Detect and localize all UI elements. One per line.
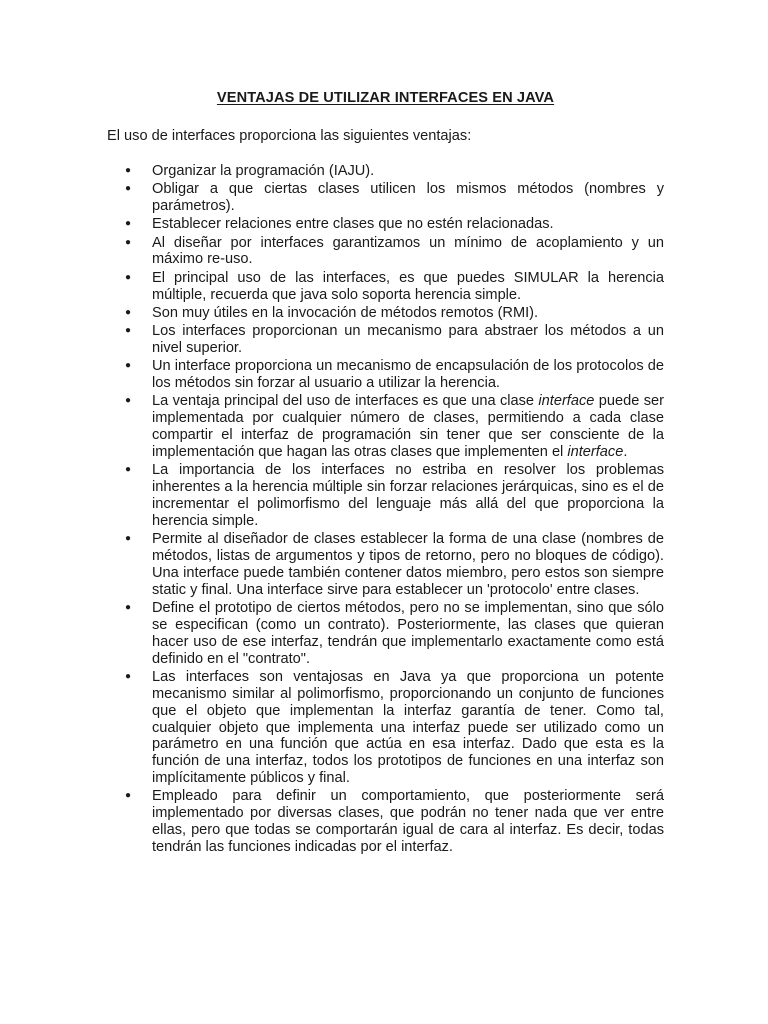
list-item-text: Empleado para definir un comportamiento, que posteriormente será implementado por diversas clases, que podrán no tener nada que ver entre ellas, pero que todas se comportarán igual de cara al interfaz. Es decir, todas tendrán las funciones indicadas por el interfaz. <box>152 788 664 856</box>
list-item-text: Los interfaces proporcionan un mecanismo para abstraer los métodos a un nivel superior. <box>152 322 664 356</box>
document-title: VENTAJAS DE UTILIZAR INTERFACES EN JAVA <box>216 90 555 106</box>
list-item <box>125 269 664 304</box>
list-item-text: Al diseñar por interfaces garantizamos un mínimo de acoplamiento y un máximo re-uso. <box>152 234 664 268</box>
list-item <box>125 163 664 180</box>
bullet-icon: ● <box>125 360 132 372</box>
list-item-text: Un interface proporciona un mecanismo de encapsulación de los protocolos de los métodos sin forzar al usuario a utilizar la herencia. <box>152 358 664 391</box>
bullet-icon: ● <box>125 464 132 476</box>
italic-term: interface <box>567 443 624 460</box>
list-item <box>125 668 664 787</box>
list-item-text: Organizar la programación (IAJU). <box>152 163 375 179</box>
bullet-icon: ● <box>125 601 132 613</box>
list-item <box>125 599 664 668</box>
bullet-icon: ● <box>125 306 132 318</box>
list-item-text: Permite al diseñador de clases establecer la forma de una clase (nombres de métodos, listas de argumentos y tipos de retorno, pero no bloques de código). Una interface puede también contener datos miembro, pero estos son siempre static y final. Una interface sirve para establecer un 'protocolo' entre clases. <box>152 531 664 598</box>
list-item <box>125 393 665 461</box>
list-item <box>125 358 664 392</box>
bullet-icon: ● <box>125 165 132 176</box>
italic-term: interface <box>538 393 595 410</box>
list-item-text: Obligar a que ciertas clases utilicen los mismos métodos (nombres y parámetros). <box>152 181 664 215</box>
list-item <box>125 181 664 215</box>
text-segment: La ventaja principal del uso de interfaces es que una clase <box>152 393 539 410</box>
bullet-icon: ● <box>125 790 132 802</box>
list-item <box>125 216 664 233</box>
list-item <box>125 304 664 322</box>
bullet-icon: ● <box>125 670 132 682</box>
list-item-text <box>152 393 664 460</box>
bullet-icon: ● <box>125 183 132 195</box>
bullet-icon: ● <box>125 218 132 230</box>
text-segment: puede ser implementada por cualquier número de clases, permitiendo a cada clase compartir el interfaz de programación sin tener que ser consciente de la implementación que hagan las otras clases que implementen el <box>152 393 665 460</box>
list-item <box>125 462 664 530</box>
list-item-text: Define el prototipo de ciertos métodos, pero no se implementan, sino que sólo se especifican (como un contrato). Posteriormente, las clases que quieran hacer uso de ese interfaz, tendrán que implementarlo exactamente como está definido en el "contrato". <box>152 599 664 667</box>
list-item-text: Las interfaces son ventajosas en Java ya que proporciona un potente mecanismo similar al polimorfismo, proporcionando un conjunto de funciones que el objeto que implementan la interfaz garantía de tener. Como tal, cualquier objeto que implementa una interfaz puede ser utilizado como un parámetro en una función que actúa en esa interfaz. Dado que esta es la función de una interfaz, todos los prototipos de funciones en una interfaz son implícitamente públicos y final. <box>152 668 664 787</box>
intro-paragraph: El uso de interfaces proporciona las siguientes ventajas: <box>107 128 472 144</box>
list-item-text: El principal uso de las interfaces, es que puedes SIMULAR la herencia múltiple, recuerda que java solo soporta herencia simple. <box>152 269 664 303</box>
list-item <box>125 531 664 599</box>
bullet-icon: ● <box>125 271 132 283</box>
text-segment: . <box>623 443 628 460</box>
list-item-text: La importancia de los interfaces no estriba en resolver los problemas inherentes a la herencia múltiple sin forzar relaciones jerárquicas, sino es el de incrementar el polimorfismo del lenguaje más allá del que proporciona la herencia simple. <box>152 462 664 529</box>
list-item <box>125 322 664 357</box>
bullet-icon: ● <box>125 395 132 407</box>
bullet-icon: ● <box>125 236 132 248</box>
list-item-text: Establecer relaciones entre clases que no estén relacionadas. <box>152 216 554 233</box>
bullet-icon: ● <box>125 324 132 336</box>
list-item <box>125 234 664 269</box>
list-item <box>125 788 664 856</box>
advantages-list <box>107 163 664 856</box>
bullet-icon: ● <box>125 533 132 544</box>
list-item-text: Son muy útiles en la invocación de métodos remotos (RMI). <box>152 304 539 321</box>
